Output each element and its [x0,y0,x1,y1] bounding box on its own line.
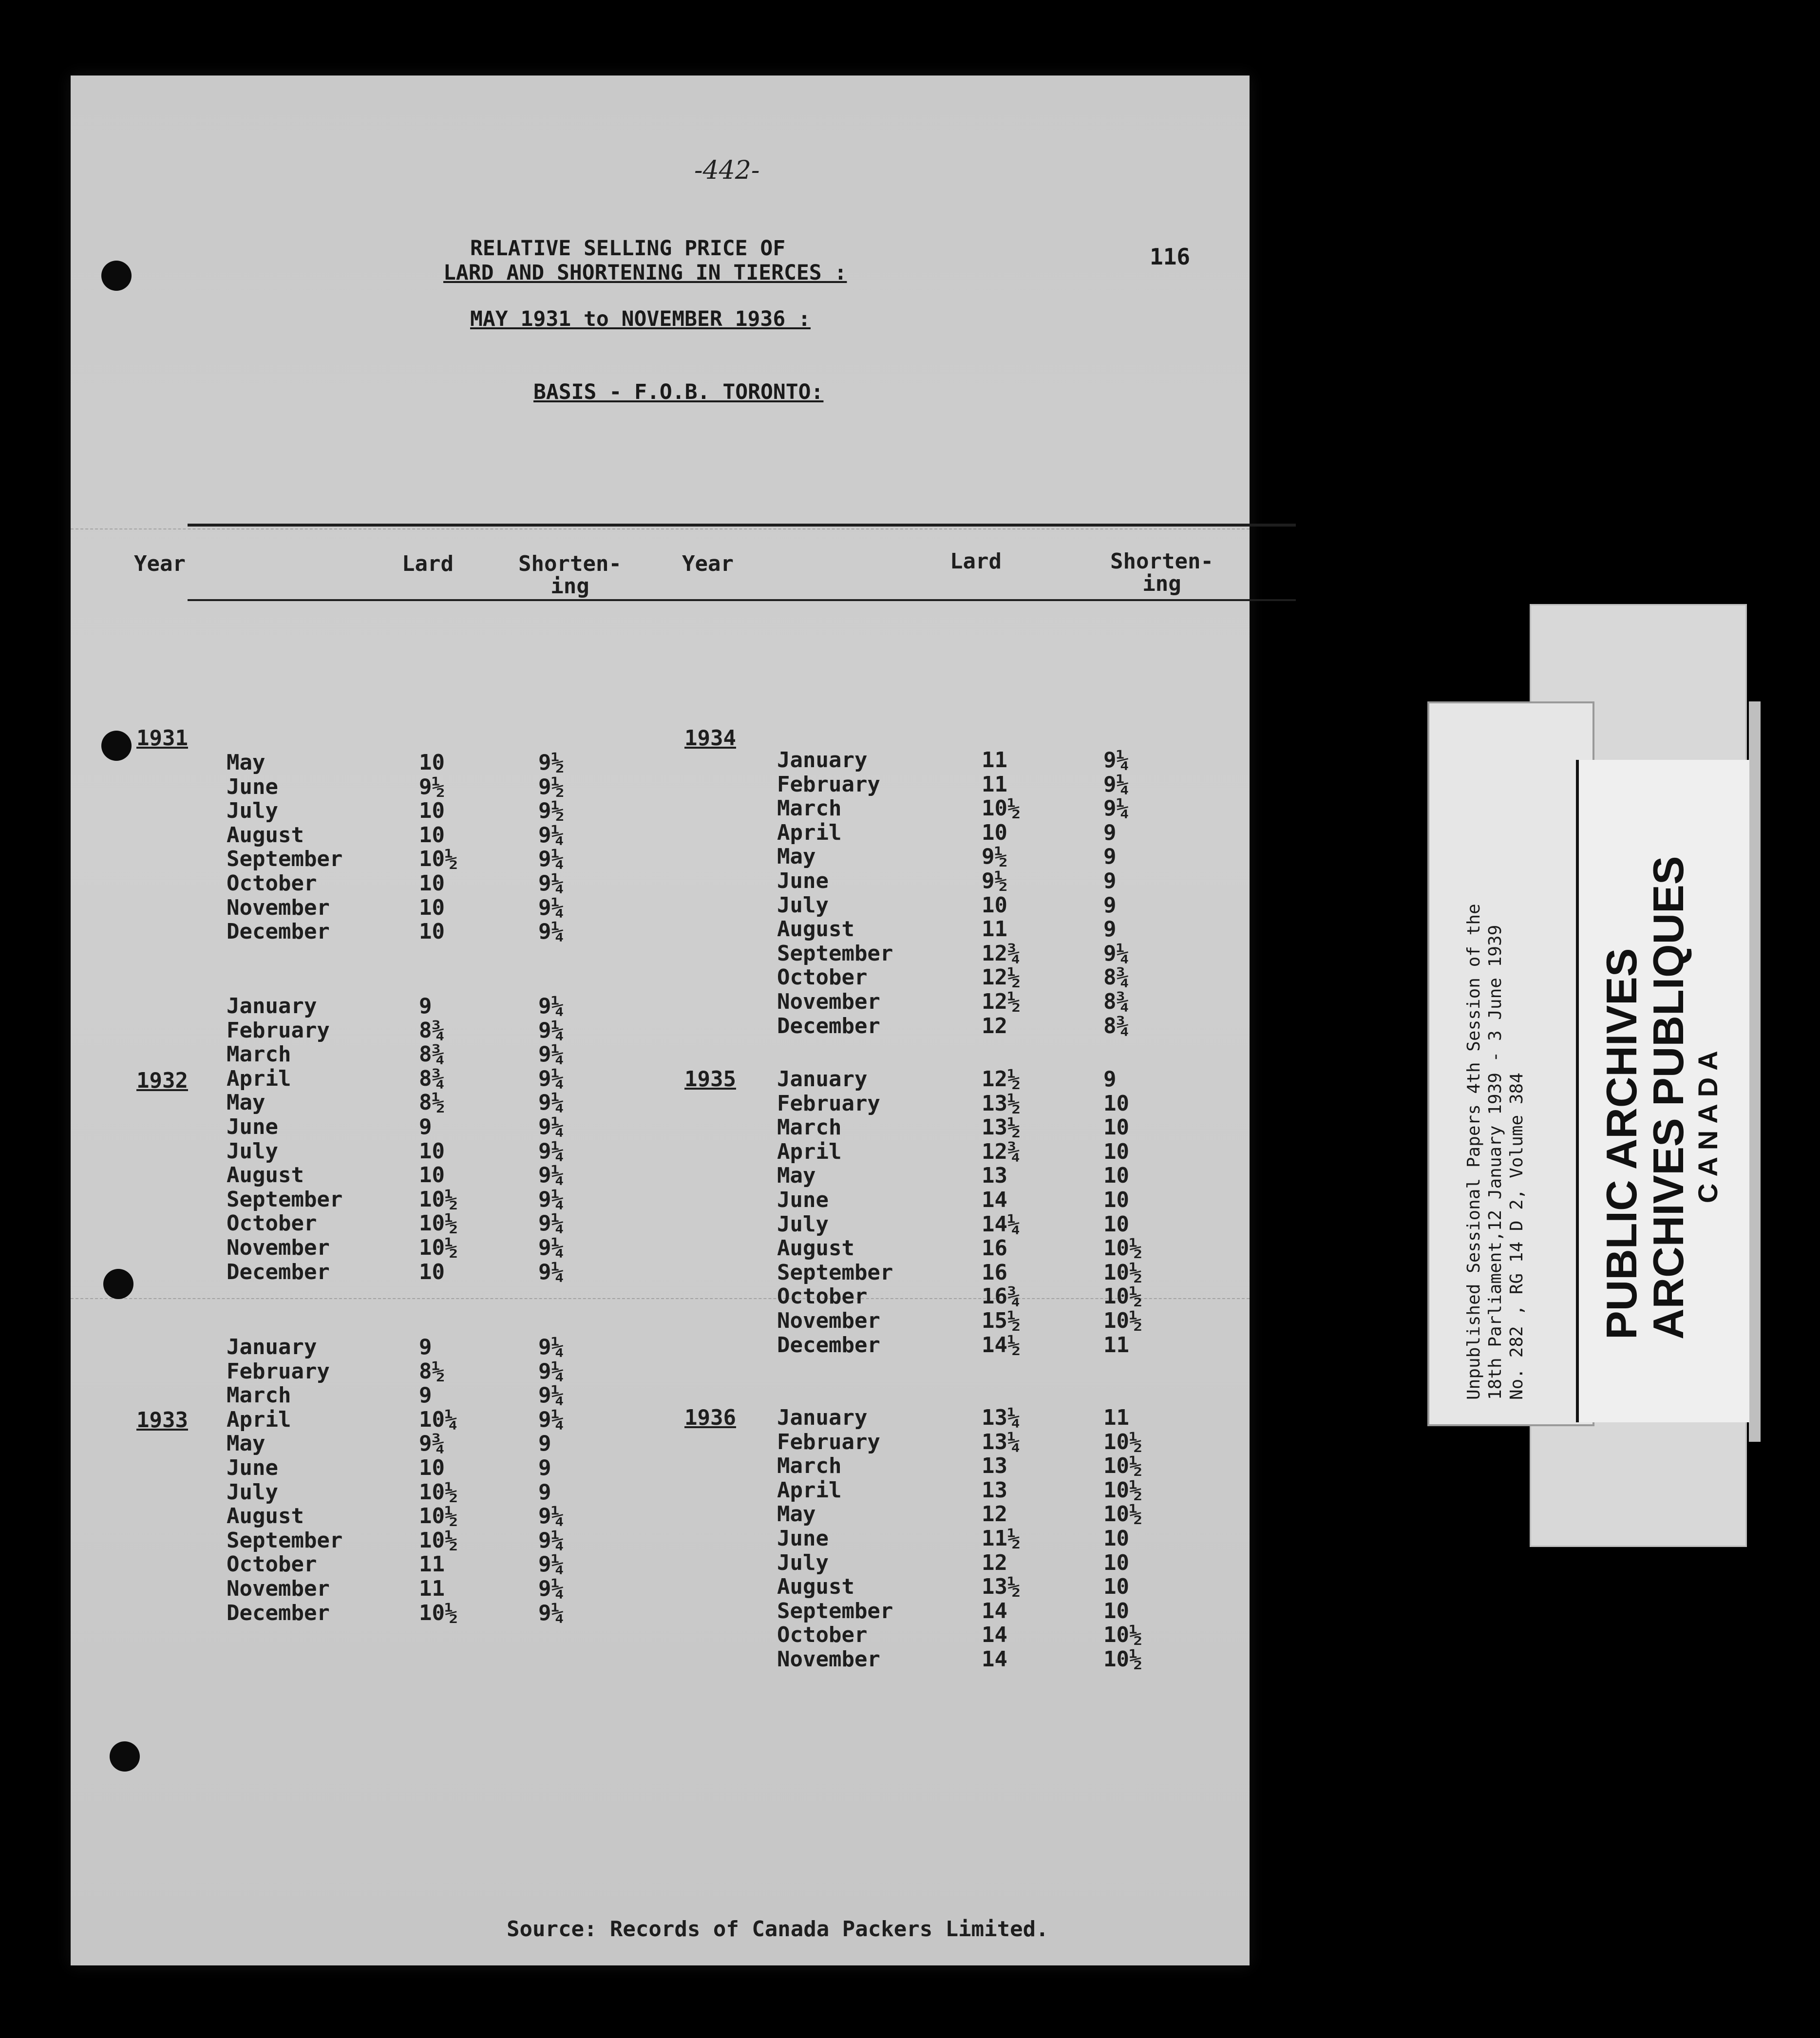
punch-hole [101,261,132,291]
lard-cell: 16¾ [982,1284,1021,1309]
shortening-cell: 10½ [1103,1502,1142,1527]
shortening-cell: 9¼ [538,1600,564,1625]
month-cell: August [777,1236,854,1261]
header-shortening-line2: ing [550,574,589,599]
shortening-cell: 9 [1103,892,1117,918]
lard-cell: 9 [419,1335,432,1359]
month-cell: July [227,1138,278,1164]
month-cell: June [227,774,278,799]
shortening-cell: 9¼ [538,1383,564,1408]
header-shortening-line1: Shorten- [1110,549,1213,574]
lard-cell: 12½ [982,1067,1021,1092]
title-line-3: MAY 1931 to NOVEMBER 1936 : [470,307,811,331]
lard-cell: 11½ [982,1526,1021,1551]
month-cell: January [777,748,868,773]
lard-cell: 10½ [419,1504,458,1529]
month-cell: March [777,1453,842,1479]
month-cell: June [227,1455,278,1480]
title-line-1: RELATIVE SELLING PRICE OF [470,236,786,261]
lard-cell: 11 [982,772,1007,797]
month-cell: January [777,1405,868,1430]
lard-cell: 14 [982,1188,1007,1212]
shortening-cell: 9¼ [538,1235,564,1260]
punch-hole [103,1269,133,1299]
month-cell: June [227,1114,278,1139]
lard-cell: 9½ [419,774,445,799]
lard-cell: 10½ [982,796,1021,821]
shortening-cell: 9¼ [538,1359,564,1384]
month-cell: September [227,1528,343,1553]
lard-cell: 10 [419,919,445,944]
table-top-rule [188,524,1296,527]
lard-cell: 13 [982,1163,1007,1189]
corner-number: 116 [1150,244,1191,270]
shortening-cell: 9¼ [538,895,564,920]
lard-cell: 10 [419,750,445,775]
lard-cell: 9 [419,1114,432,1139]
lard-cell: 10½ [419,847,458,872]
shortening-cell: 9¼ [538,822,564,848]
month-cell: August [777,1574,854,1600]
lard-cell: 15½ [982,1308,1021,1333]
shortening-cell: 8¾ [1103,1013,1129,1038]
lard-cell: 14 [982,1647,1007,1672]
lard-cell: 9½ [982,844,1007,869]
month-cell: February [777,772,880,797]
lard-cell: 12¾ [982,1139,1021,1164]
month-cell: April [777,820,842,845]
shortening-cell: 9¼ [538,847,564,872]
shortening-cell: 9¼ [538,1504,564,1529]
lard-cell: 9 [419,1383,432,1408]
shortening-cell: 9 [1103,820,1117,845]
month-cell: March [227,1383,291,1408]
archive-label-text [1463,904,1528,1400]
shortening-cell: 9 [538,1479,551,1505]
month-cell: October [777,1623,868,1648]
label-line-2: 18th Parliament,12 January 1939 - 3 June 1939 [1485,925,1505,1400]
lard-cell: 10 [419,798,445,824]
shortening-cell: 9½ [538,774,564,799]
shortening-cell: 10 [1103,1115,1129,1140]
lard-cell: 9¾ [419,1431,445,1456]
header-shortening-right [1099,550,1225,595]
month-cell: December [777,1332,880,1358]
shortening-cell: 9¼ [538,1552,564,1577]
title-line-4: BASIS - F.O.B. TORONTO: [533,380,824,404]
shortening-cell: 9 [1103,844,1117,869]
month-cell: July [227,1479,278,1505]
header-shortening-line2: ing [1142,571,1181,596]
shortening-cell: 10½ [1103,1236,1142,1261]
year-label: 1931 [136,726,188,751]
month-cell: June [777,868,829,893]
shortening-cell: 9¼ [1103,772,1129,797]
lard-cell: 8¾ [419,1066,445,1091]
month-cell: August [227,1504,304,1529]
month-cell: October [227,871,317,896]
lard-cell: 12 [982,1550,1007,1575]
month-cell: November [227,895,330,920]
month-cell: June [777,1188,829,1212]
shortening-cell: 10½ [1103,1284,1142,1309]
shortening-cell: 8¾ [1103,989,1129,1014]
month-cell: November [777,1647,880,1672]
lard-cell: 10½ [419,1235,458,1260]
shortening-cell: 9¼ [538,1187,564,1212]
fold-line [71,528,1250,529]
shortening-cell: 9¼ [538,1163,564,1188]
shortening-cell: 9¼ [538,1259,564,1284]
lard-cell: 12½ [982,965,1021,990]
shortening-cell: 9¼ [1103,796,1129,821]
shortening-cell: 11 [1103,1405,1129,1430]
archive-label-card [1427,701,1594,1426]
shortening-cell: 9 [1103,868,1117,893]
month-cell: January [227,1335,317,1359]
lard-cell: 12½ [982,989,1021,1014]
stamp-line-1: PUBLIC ARCHIVES [1597,948,1646,1340]
header-year-left: Year [134,551,186,576]
lard-cell: 12¾ [982,941,1021,966]
lard-cell: 11 [982,748,1007,773]
month-cell: February [227,1018,330,1043]
lard-cell: 10¼ [419,1407,458,1432]
month-cell: April [227,1407,291,1432]
year-label: 1935 [684,1067,736,1092]
lard-cell: 10 [419,822,445,848]
title-line-2: LARD AND SHORTENING IN TIERCES : [443,261,847,285]
label-line-1: Unpublished Sessional Papers 4th Session of the [1464,904,1484,1400]
page-number: -442- [694,156,760,185]
month-cell: October [777,1284,868,1309]
month-cell: February [227,1359,330,1384]
shortening-cell: 8¾ [1103,965,1129,990]
month-cell: April [777,1139,842,1164]
lard-cell: 10½ [419,1479,458,1505]
month-cell: November [777,1308,880,1333]
shortening-cell: 10½ [1103,1453,1142,1479]
stamp-line-3: CANADA [1692,1044,1723,1203]
shortening-cell: 10½ [1103,1308,1142,1333]
month-cell: March [227,1042,291,1067]
shortening-cell: 9 [538,1431,551,1456]
month-cell: May [777,844,816,869]
shortening-cell: 9 [538,1455,551,1480]
lard-cell: 13½ [982,1091,1021,1116]
shortening-cell: 9¼ [538,1018,564,1043]
lard-cell: 9 [419,994,432,1019]
lard-cell: 13 [982,1453,1007,1479]
source-note: Source: Records of Canada Packers Limited. [507,1917,1049,1942]
header-shortening-left [507,553,633,598]
shortening-cell: 9 [1103,1067,1117,1092]
shortening-cell: 9¼ [538,1090,564,1115]
month-cell: May [227,1431,265,1456]
stamp-text [1598,856,1724,1340]
month-cell: October [227,1211,317,1236]
shortening-cell: 9¼ [538,1114,564,1139]
lard-cell: 10 [419,895,445,920]
month-cell: December [227,919,330,944]
archive-tape-edge [1749,701,1761,1442]
month-cell: March [777,1115,842,1140]
shortening-cell: 9¼ [538,871,564,896]
lard-cell: 8¾ [419,1018,445,1043]
lard-cell: 14¼ [982,1211,1021,1237]
shortening-cell: 9¼ [538,1138,564,1164]
shortening-cell: 9¼ [1103,748,1129,773]
shortening-cell: 9¼ [538,1066,564,1091]
shortening-cell: 9¼ [538,919,564,944]
lard-cell: 8½ [419,1090,445,1115]
shortening-cell: 9¼ [538,1211,564,1236]
lard-cell: 13¼ [982,1429,1021,1454]
month-cell: February [777,1091,880,1116]
lard-cell: 12 [982,1013,1007,1038]
shortening-cell: 10½ [1103,1429,1142,1454]
month-cell: September [777,1598,893,1623]
shortening-cell: 10½ [1103,1260,1142,1285]
month-cell: November [227,1576,330,1601]
month-cell: October [777,965,868,990]
shortening-cell: 9¼ [1103,941,1129,966]
lard-cell: 10½ [419,1600,458,1625]
lard-cell: 10 [419,1163,445,1188]
month-cell: January [777,1067,868,1092]
shortening-cell: 10 [1103,1091,1129,1116]
lard-cell: 10 [419,1455,445,1480]
lard-cell: 10½ [419,1211,458,1236]
month-cell: May [777,1502,816,1527]
shortening-cell: 10 [1103,1139,1129,1164]
month-cell: July [777,1211,829,1237]
lard-cell: 10 [982,892,1007,918]
shortening-cell: 9¼ [538,1042,564,1067]
month-cell: August [227,822,304,848]
month-cell: August [777,917,854,942]
shortening-cell: 10½ [1103,1623,1142,1648]
lard-cell: 9½ [982,868,1007,893]
fold-line [71,1298,1250,1299]
lard-cell: 10 [419,871,445,896]
shortening-cell: 9¼ [538,1335,564,1359]
lard-cell: 14½ [982,1332,1021,1358]
month-cell: April [227,1066,291,1091]
month-cell: July [777,892,829,918]
lard-cell: 14 [982,1623,1007,1648]
shortening-cell: 10 [1103,1211,1129,1237]
punch-hole [101,731,132,761]
month-cell: December [777,1013,880,1038]
shortening-cell: 10 [1103,1526,1129,1551]
month-cell: November [227,1235,330,1260]
month-cell: October [227,1552,317,1577]
year-label: 1934 [684,726,736,751]
lard-cell: 10 [419,1259,445,1284]
lard-cell: 8¾ [419,1042,445,1067]
shortening-cell: 10 [1103,1188,1129,1212]
month-cell: September [227,847,343,872]
month-cell: September [777,1260,893,1285]
document-page [71,75,1250,1965]
month-cell: May [777,1163,816,1189]
month-cell: June [777,1526,829,1551]
year-label: 1932 [136,1068,188,1093]
month-cell: February [777,1429,880,1454]
shortening-cell: 9¼ [538,994,564,1019]
month-cell: March [777,796,842,821]
shortening-cell: 9¼ [538,1407,564,1432]
month-cell: July [227,798,278,824]
month-cell: January [227,994,317,1019]
lard-cell: 11 [419,1552,445,1577]
month-cell: November [777,989,880,1014]
lard-cell: 11 [419,1576,445,1601]
month-cell: September [227,1187,343,1212]
header-year-right: Year [682,551,734,576]
month-cell: April [777,1477,842,1503]
lard-cell: 10 [982,820,1007,845]
lard-cell: 16 [982,1260,1007,1285]
month-cell: December [227,1600,330,1625]
header-lard-right: Lard [950,549,1002,574]
shortening-cell: 10 [1103,1574,1129,1600]
lard-cell: 14 [982,1598,1007,1623]
month-cell: December [227,1259,330,1284]
lard-cell: 13½ [982,1115,1021,1140]
shortening-cell: 11 [1103,1332,1129,1358]
shortening-cell: 10 [1103,1598,1129,1623]
header-lard-left: Lard [402,551,454,576]
shortening-cell: 10 [1103,1163,1129,1189]
month-cell: September [777,941,893,966]
year-label: 1936 [684,1405,736,1430]
lard-cell: 13¼ [982,1405,1021,1430]
month-cell: May [227,1090,265,1115]
year-label: 1933 [136,1408,188,1433]
header-shortening-line1: Shorten- [518,551,622,576]
shortening-cell: 10½ [1103,1647,1142,1672]
lard-cell: 10 [419,1138,445,1164]
lard-cell: 12 [982,1502,1007,1527]
shortening-cell: 10½ [1103,1477,1142,1503]
table-header-rule [188,599,1296,601]
shortening-cell: 9½ [538,798,564,824]
stamp-line-2: ARCHIVES PUBLIQUES [1644,856,1692,1340]
month-cell: July [777,1550,829,1575]
shortening-cell: 9¼ [538,1528,564,1553]
shortening-cell: 9 [1103,917,1117,942]
lard-cell: 16 [982,1236,1007,1261]
month-cell: August [227,1163,304,1188]
shortening-cell: 9½ [538,750,564,775]
lard-cell: 13½ [982,1574,1021,1600]
label-line-3: No. 282 , RG 14 D 2, Volume 384 [1507,1073,1527,1400]
punch-hole [110,1741,140,1772]
lard-cell: 11 [982,917,1007,942]
lard-cell: 13 [982,1477,1007,1503]
lard-cell: 10½ [419,1187,458,1212]
public-archives-stamp [1576,760,1749,1422]
shortening-cell: 9¼ [538,1576,564,1601]
month-cell: May [227,750,265,775]
shortening-cell: 10 [1103,1550,1129,1575]
lard-cell: 8½ [419,1359,445,1384]
lard-cell: 10½ [419,1528,458,1553]
